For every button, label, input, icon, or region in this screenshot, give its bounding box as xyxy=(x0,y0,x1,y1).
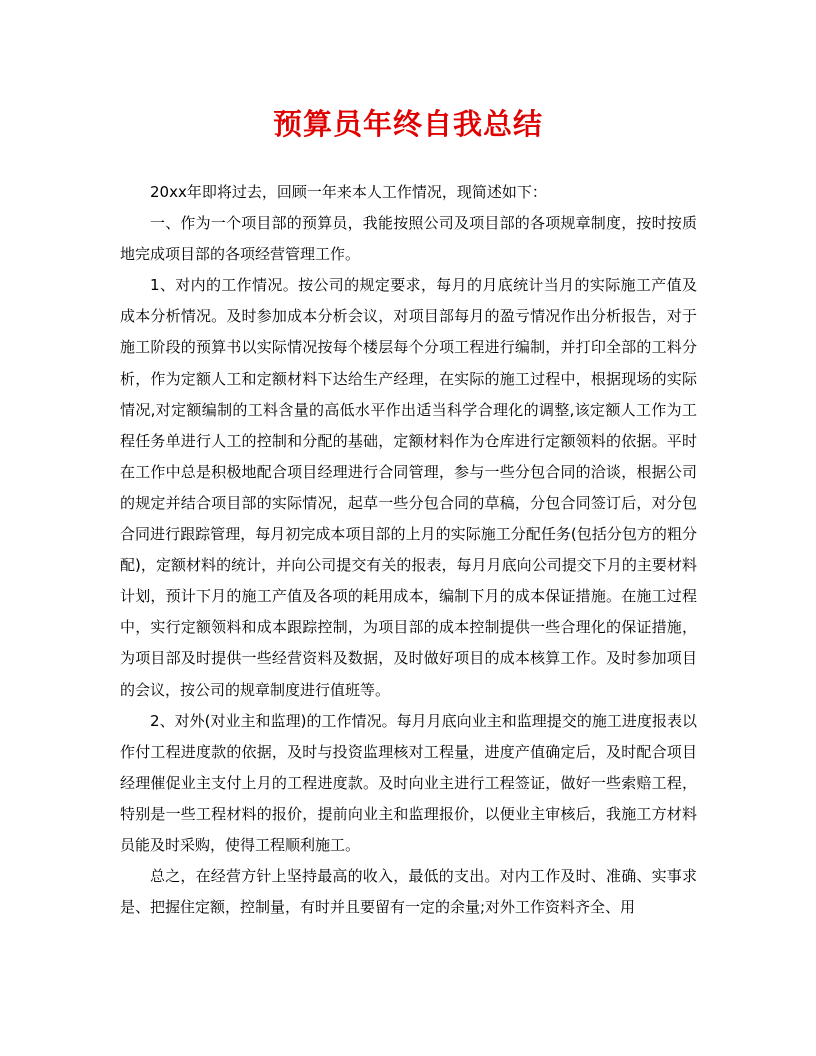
document-title: 预算员年终自我总结 xyxy=(272,107,543,141)
external-work-paragraph: 2、对外(对业主和监理)的工作情况。每月月底向业主和监理提交的施工进度报表以作付工程进度款的依据，及时与投资监理核对工程量，进度产值确定后，及时配合项目经理催促业主支付上月的工程进度款。及时向业主进行工程签证，做好一些索赔工程，特别是一些工程材料的报价，提前向业主和监理报价，以便业主审核后，我施工方材料员能及时采购，使得工程顺利施工。 xyxy=(120,711,697,854)
intro-paragraph: 20xx年即将过去，回顾一年来本人工作情况，现简述如下： xyxy=(150,183,547,201)
summary-paragraph: 总之，在经营方针上坚持最高的收入，最低的支出。对内工作及时、准确、实事求是、把握住定额，控制量，有时并且要留有一定的余量;对外工作资料齐全、用 xyxy=(120,867,697,917)
section-one-paragraph: 一、作为一个项目部的预算员，我能按照公司及项目部的各项规章制度，按时按质地完成项目部的各项经营管理工作。 xyxy=(120,214,697,264)
internal-work-paragraph: 1、对内的工作情况。按公司的规定要求，每月的月底统计当月的实际施工产值及成本分析情况。及时参加成本分析会议，对项目部每月的盈亏情况作出分析报告，对于施工阶段的预算书以实际情况按每个楼层每个分项工程进行编制，并打印全部的工料分析，作为定额人工和定额材料下达给生产经理，在实际的施工过程中，根据现场的实际情况,对定额编制的工料含量的高低水平作出适当科学合理化的调整,该定额人工作为工程任务单进行人工的控制和分配的基础，定额材料作为仓库进行定额领料的依据。平时在工作中总是积极地配合项目经理进行合同管理，参与一些分包合同的洽谈，根据公司的规定并结合项目部的实际情况，起草一些分包合同的草稿，分包合同签订后，对分包合同进行跟踪管理，每月初完成本项目部的上月的实际施工分配任务(包括分包方的粗分配)，定额材料的统计，并向公司提交有关的报表，每月月底向公司提交下月的主要材料计划，预计下月的施工产值及各项的耗用成本，编制下月的成本保证措施。在施工过程中，实行定额领料和成本跟踪控制，为项目部的成本控制提供一些合理化的保证措施，为项目部及时提供一些经营资料及数据，及时做好项目的成本核算工作。及时参加项目的会议，按公司的规章制度进行值班等。 xyxy=(120,276,697,699)
document-body xyxy=(120,177,697,923)
